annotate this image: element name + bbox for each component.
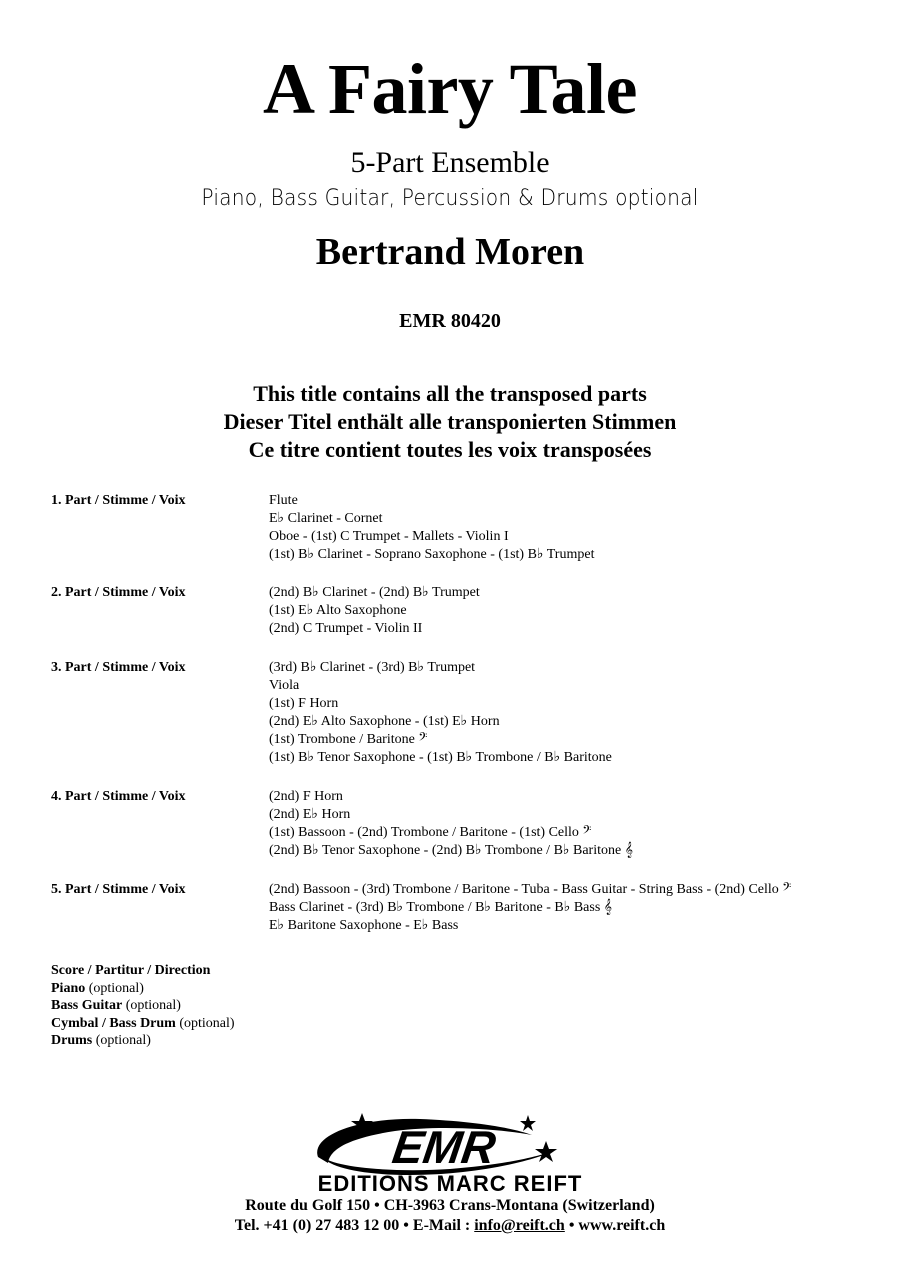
publisher-contact: Tel. +41 (0) 27 483 12 00 • E-Mail : info@reift.ch • www.reift.ch (234, 1217, 666, 1234)
extra-item-drums: Drums (optional) (51, 1033, 151, 1048)
instrument-line: (1st) Bassoon - (2nd) Trombone / Baritone - (1st) Cello 𝄢 (269, 825, 592, 840)
notice-line-french: Ce titre contient toutes les voix transposées (248, 437, 652, 462)
extra-item-cymbal-bass-drum: Cymbal / Bass Drum (optional) (51, 1015, 235, 1031)
part-instrument-list (269, 788, 633, 860)
instrument-line: Oboe - (1st) C Trumpet - Mallets - Violin I (269, 529, 509, 544)
publisher-address: Route du Golf 150 • CH-3963 Crans-Montana (Switzerland) (245, 1197, 655, 1214)
instrument-line: E♭ Baritone Saxophone - E♭ Bass (269, 918, 459, 933)
instrument-line: (2nd) C Trumpet - Violin II (269, 621, 423, 636)
catalog-number: EMR 80420 (399, 310, 501, 332)
part-label: 3. Part / Stimme / Voix (51, 660, 186, 675)
instrument-line: (3rd) B♭ Clarinet - (3rd) B♭ Trumpet (269, 660, 476, 675)
instrument-line: (2nd) E♭ Horn (269, 807, 351, 822)
extra-item-score: Score / Partitur / Direction (51, 963, 211, 978)
svg-text:EDITIONS MARC REIFT: EDITIONS MARC REIFT (317, 1171, 583, 1196)
part-instrument-list (269, 492, 594, 564)
instrument-line: Viola (269, 678, 300, 693)
instrument-line: (2nd) B♭ Tenor Saxophone - (2nd) B♭ Trombone / B♭ Baritone 𝄞 (269, 843, 633, 858)
extra-item-bass-guitar: Bass Guitar (optional) (51, 998, 181, 1013)
part-instrument-list (269, 584, 480, 638)
instrument-line: (2nd) F Horn (269, 789, 343, 804)
instrument-line: (1st) B♭ Clarinet - Soprano Saxophone - (1st) B♭ Trumpet (269, 547, 595, 562)
composer-name: Bertrand Moren (315, 231, 585, 273)
part-label: 5. Part / Stimme / Voix (51, 882, 186, 897)
instrument-line: Flute (269, 493, 298, 508)
publisher-logo (300, 1105, 600, 1200)
instrumentation: Piano, Bass Guitar, Percussion & Drums optional (201, 186, 699, 211)
instrument-line: E♭ Clarinet - Cornet (269, 511, 383, 526)
subtitle: 5-Part Ensemble (350, 146, 550, 179)
part-instrument-list (269, 881, 791, 935)
notice-line-english: This title contains all the transposed parts (253, 381, 647, 406)
instrument-line: (2nd) B♭ Clarinet - (2nd) B♭ Trumpet (269, 585, 480, 600)
notice-line-german: Dieser Titel enthält alle transponierten Stimmen (223, 409, 677, 434)
part-label: 2. Part / Stimme / Voix (51, 585, 186, 600)
instrument-line: (2nd) Bassoon - (3rd) Trombone / Baritone - Tuba - Bass Guitar - String Bass - (2nd) Cello 𝄢 (269, 882, 792, 897)
optional-parts-list (51, 962, 235, 1050)
instrument-line: (1st) E♭ Alto Saxophone (269, 603, 407, 618)
svg-text:EMR: EMR (389, 1121, 499, 1173)
instrument-line: Bass Clarinet - (3rd) B♭ Trombone / B♭ Baritone - B♭ Bass 𝄞 (269, 900, 613, 915)
part-instrument-list (269, 659, 612, 767)
email-link[interactable]: info@reift.ch (474, 1217, 565, 1234)
instrument-line: (1st) F Horn (269, 696, 339, 711)
extra-item-piano: Piano (optional) (51, 980, 144, 996)
transposed-parts-notice (0, 380, 900, 464)
part-label: 4. Part / Stimme / Voix (51, 789, 186, 804)
part-label: 1. Part / Stimme / Voix (51, 493, 186, 508)
instrument-line: (1st) B♭ Tenor Saxophone - (1st) B♭ Trombone / B♭ Baritone (269, 750, 612, 765)
instrument-line: (2nd) E♭ Alto Saxophone - (1st) E♭ Horn (269, 714, 500, 729)
instrument-line: (1st) Trombone / Baritone 𝄢 (269, 732, 428, 747)
page-title: A Fairy Tale (262, 49, 638, 129)
